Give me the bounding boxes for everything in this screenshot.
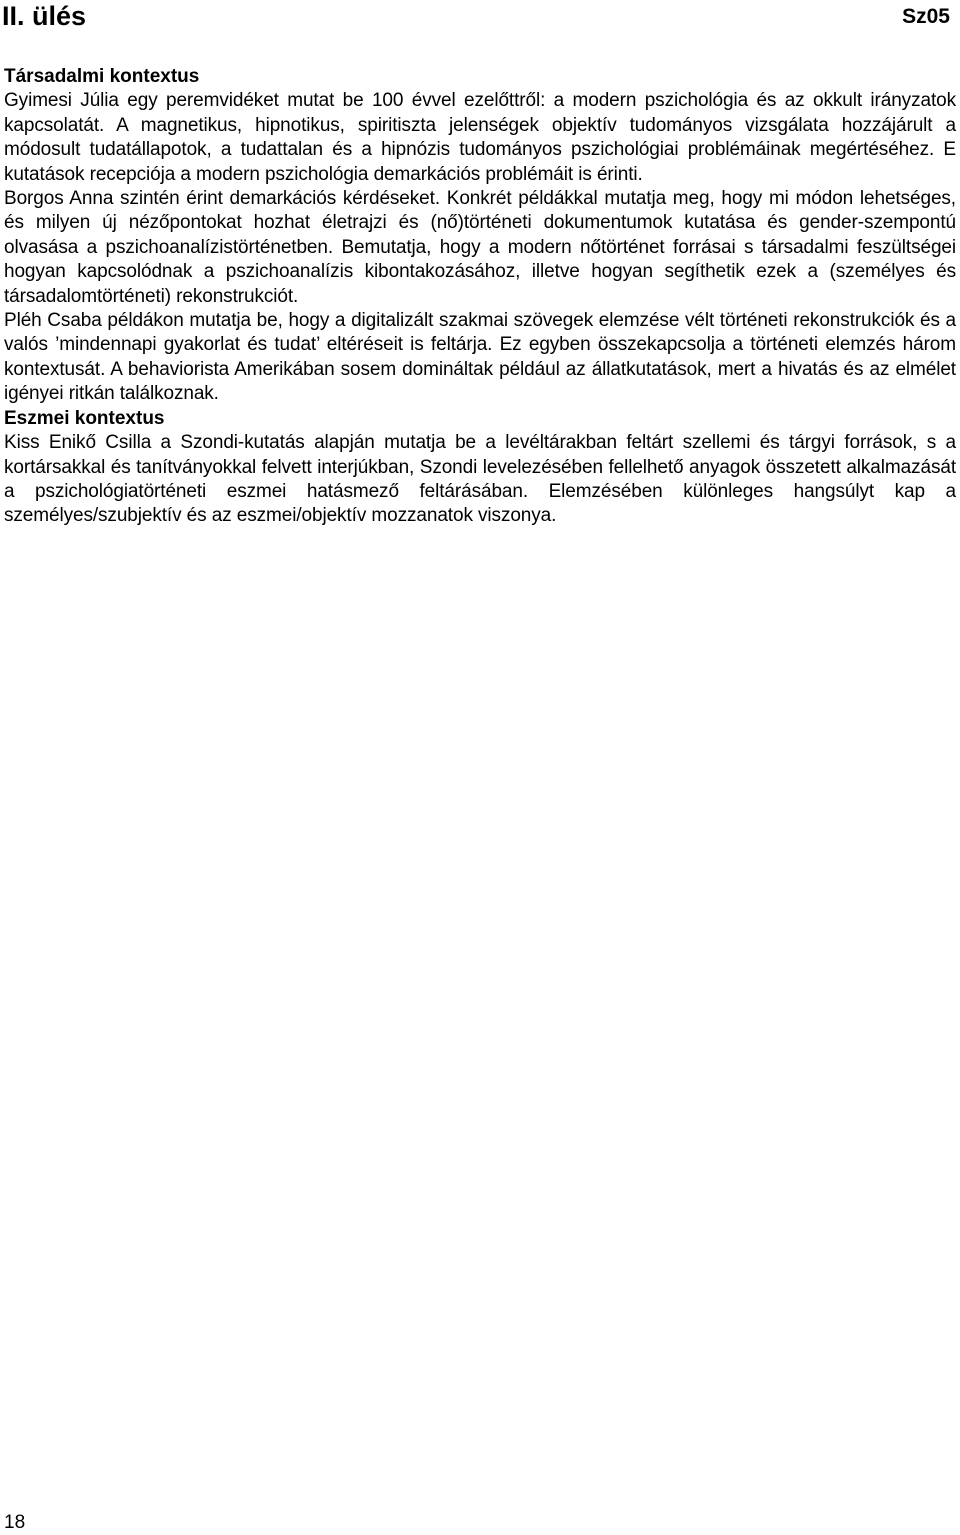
page-header [2, 0, 950, 34]
section-intellectual-context [4, 407, 956, 529]
paragraph-gyimesi: Gyimesi Júlia egy peremvidéket mutat be 100 évvel ezelőttről: a modern pszichológia és az okkult irányzatok kapcsolatát. A magnetikus, hipnotikus, spiritiszta jelenségek objektív tudományos vizsgálata hozzájárult a módosult tudatállapotok, a tudattalan és a hipnózis tudományos pszichológiai problémáinak megértéséhez. E kutatások recepciója a modern pszichológia demarkációs problémáit is érinti. [4, 90, 956, 185]
paragraph-pleh: Pléh Csaba példákon mutatja be, hogy a digitalizált szakmai szövegek elemzése vélt történeti rekonstrukciók és a valós ’mindennapi gyakorlat és tudat’ eltéréseit is feltárja. Ez egyben összekapcsolja a történeti elemzés három kontextusát. A behaviorista Amerikában sosem domináltak például az állatkutatások, mert a hivatás és az elmélet igényei ritkán találkoznak. [4, 310, 956, 405]
document-body [4, 65, 956, 529]
page-number: 18 [4, 1512, 26, 1533]
paragraph-borgos: Borgos Anna szintén érint demarkációs kérdéseket. Konkrét példákkal mutatja meg, hogy mi módon lehetséges, és milyen új nézőpontokat hozhat életrajzi és (nő)történeti dokumentumok kutatása és gender-szempontú olvasása a pszichoanalízistörténetben. Bemutatja, hogy a modern nőtörténet forrásai s társadalmi feszültségei hogyan kapcsolódnak a pszichoanalízis kibontakozásához, illetve hogyan segíthetik ezek a (személyes és társadalomtörténeti) rekonstrukciót. [4, 188, 956, 307]
session-code: Sz05 [902, 5, 950, 28]
section-heading-social-context: Társadalmi kontextus [4, 66, 200, 87]
paragraph-kiss: Kiss Enikő Csilla a Szondi-kutatás alapján mutatja be a levéltárakban feltárt szellemi és tárgyi források, s a kortársakkal és tanítványokkal felvett interjúkban, Szondi levelezésében fellelhető anyagok összetett alkalmazását a pszichológiatörténeti eszmei hatásmező feltárásában. Elemzésében különleges hangsúlyt kap a személyes/szubjektív és az eszmei/objektív mozzanatok viszonya. [4, 432, 956, 527]
section-heading-intellectual-context: Eszmei kontextus [4, 407, 165, 429]
session-title: II. ülés [2, 1, 87, 31]
section-social-context [4, 65, 956, 407]
